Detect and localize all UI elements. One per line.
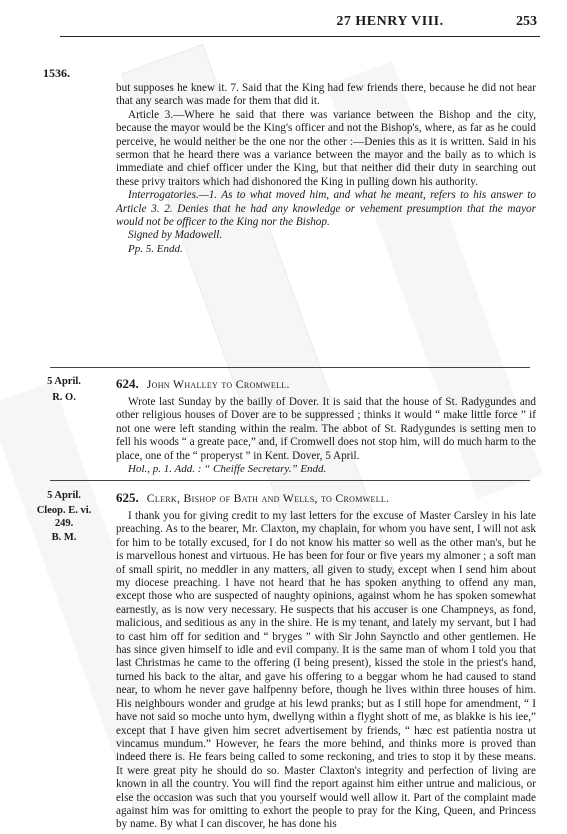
paragraph: I thank you for giving credit to my last letters for the excuse of Master Carsley in his late preaching. As to the bearer, Mr. Claxton, my chaplain, for whom you have sent, I will not ask for him to be totally excused, for I do not know his matter so well as the other man's, but he is marvellous honest and virtuous. He has been for four or five years my almoner ; a soft man of small spirit, no meddler in any matters, all given to study, except when I send him about my diocese preaching. I have not heard that he has spoken anything to offend any man, except those who are suspected of naughty opinions, against whom he has spoken somewhat earnestly, as is now very necessary. He suspects that his accuser is one Champneys, as fond, malicious, and seditious as any in the shire. He is my tenant, and lately my servant, but I had to cast him off for sedition and “ bryges ” with Sir John Saynctlo and other gentlemen. He has since given himself to idle and evil company. It is the same man of whom I told you that last Christmas he came to the offering (I being present), kissed the stole in the priest's hand, turned his back to the altar, and gave his offering to a beggar whom he had caused to stand near, to whom he never gave halfpenny before, though he lives within three houses of him. His neighbours wonder and grudge at his lewd pranks; but as I still hope for amendment, “ I have not said so moche unto hym, dwellyng within a flyght shott of me, as blakke is his iee,” except that I have given him secret advertisement by friends, “ hæc est patientia nostra ut vincamus mundum.” However, he fears the more behind, and thinks more is proved than indeed there is. He fears being called to some reckoning, and tries to stop it by these means. It were great pity he should do so. Master Claxton's integrity and perfection of living are known in all the country. You will find the report against him either untrue and malicious, or else the occasion was such that you yourself would well allow it. Part of the complaint made against him was for omitting to exhort the people to pray for the King, Queen, and Princess by name. By what I can discover, he has done his xyxy=(116,510,536,831)
carryover-block xyxy=(116,82,536,256)
section-rule xyxy=(50,367,530,368)
entry-number: 624. xyxy=(116,376,139,391)
entry-body xyxy=(116,510,536,832)
entry-source-line: B. M. xyxy=(51,532,77,543)
paragraph: Article 3.—Where he said that there was variance between the Bishop and the city, because the mayor would be the King's officer and not the Bishop's, where, as far as he could perceive, he would neither be the one nor the other :—Denies this as it is written. Said in his sermon that he heard there was a variance between the mayor and the baily as to which is immediate and chief officer under the King, but that neither did their duty in searching out these privy traitors which had dishonored the King in pulling down his authority. xyxy=(116,108,536,188)
entry-heading xyxy=(116,376,536,392)
entry-date: 5 April. xyxy=(47,376,81,387)
endorsement-note: Hol., p. 1. Add. : “ Cheiffe Secretary.” Endd. xyxy=(128,463,327,476)
year-marginal: 1536. xyxy=(43,66,70,80)
entry-source: R. O. xyxy=(52,392,76,403)
paragraph: Interrogatories.—1. As to what moved him, and what he meant, refers to his answer to Article 3. 2. Denies that he had any knowledge or vehement presumption that the mayor would not be officer to the King nor the Bishop. xyxy=(116,189,536,229)
entry-body xyxy=(116,396,536,476)
section-rule xyxy=(50,480,530,481)
entry-title: Clerk, Bishop of Bath and Wells, to Cromwell. xyxy=(146,491,390,505)
paragraph: but supposes he knew it. 7. Said that the King had few friends there, because he did not hear that any search was made for them that did it. xyxy=(116,82,536,108)
entry-title: John Whalley to Cromwell. xyxy=(146,377,290,391)
entry-heading xyxy=(116,490,536,506)
page-number: 253 xyxy=(516,14,537,29)
paragraph: Wrote last Sunday by the bailly of Dover. It is said that the house of St. Radygundes and other religious houses of Dover are to be suppressed ; thinks it would “ make little force ” if not one were left standing within the realm. The abbot of St. Radygundes is setting men to fell his woods “ a greate pace,” and, if Cromwell does not stop him, will do much harm to the place, one of the “ properyst ” in Kent. Dover, 5 April. xyxy=(116,396,536,462)
header-rule xyxy=(60,36,540,37)
entry-source-line: Cleop. E. vi. xyxy=(36,505,92,516)
entry-date: 5 April. xyxy=(47,490,81,501)
running-title: 27 HENRY VIII. xyxy=(336,14,444,29)
entry-number: 625. xyxy=(116,490,139,505)
signature-line: Signed by Madowell. xyxy=(128,229,223,242)
endorsement-note: Pp. 5. Endd. xyxy=(128,242,183,255)
entry-source-line: 249. xyxy=(54,518,74,529)
